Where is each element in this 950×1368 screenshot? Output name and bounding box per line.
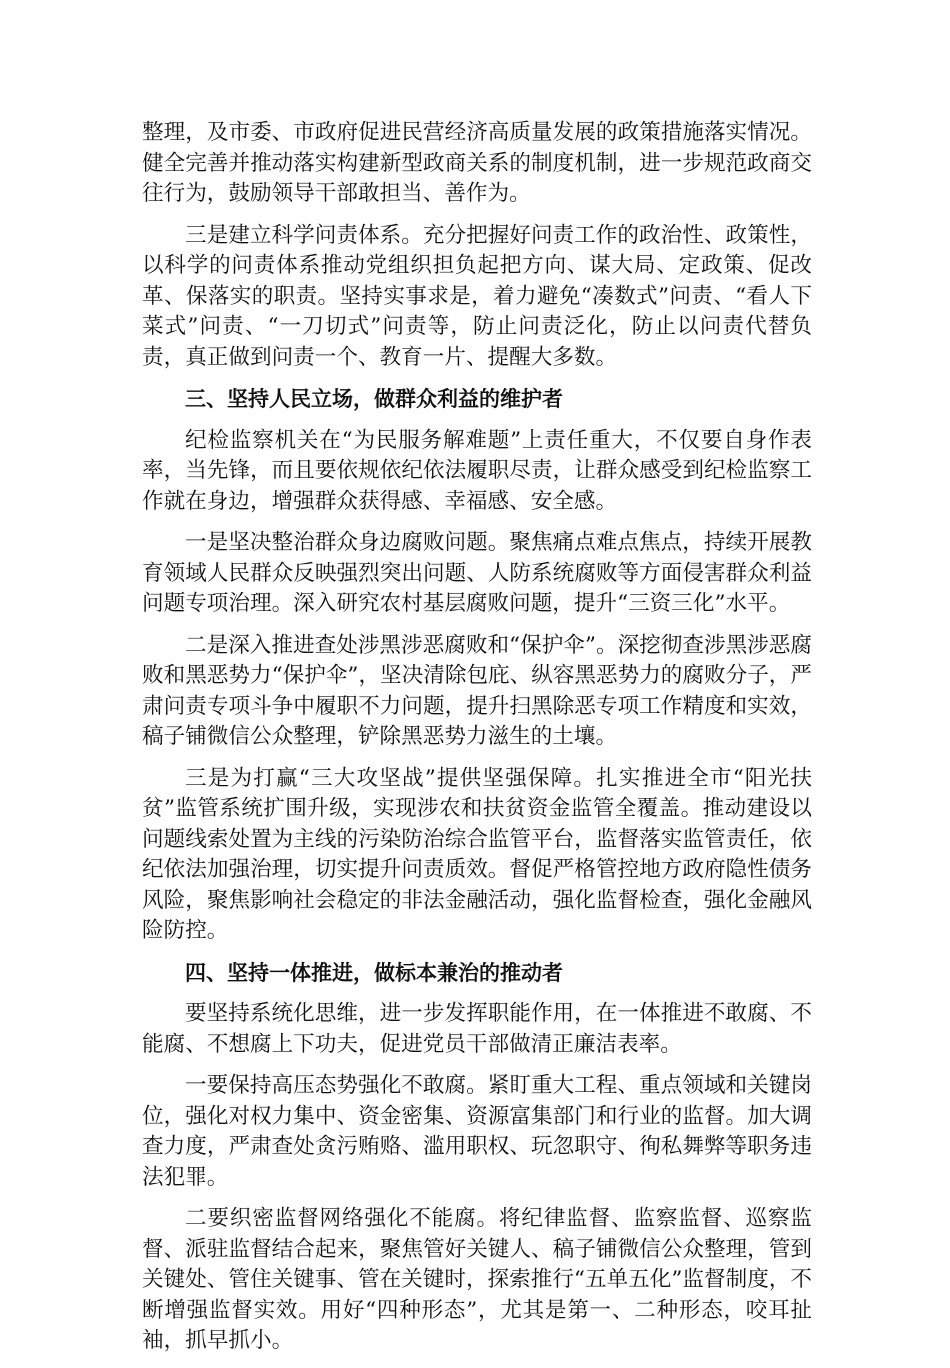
document-page — [142, 118, 812, 1368]
paragraph-three-battles: 三是为打赢“三大攻坚战”提供坚强保障。扎实推进全市“阳光扶贫”监管系统扩围升级，实现涉农和扶贫资金监管全覆盖。推动建设以问题线索处置为主线的污染防治综合监管平台，监督落实监管责任，依纪依法加强治理，切实提升问责质效。督促严格管控地方政府隐性债务风险，聚焦影响社会稳定的非法金融活动，强化监督检查，强化金融风险防控。 — [142, 765, 812, 943]
paragraph-systematic-thinking: 要坚持系统化思维，进一步发挥职能作用，在一体推进不敢腐、不能腐、不想腐上下功夫，促进党员干部做清正廉洁表率。 — [142, 1001, 812, 1057]
paragraph-continuation: 整理，及市委、市政府促进民营经济高质量发展的政策措施落实情况。健全完善并推动落实构建新型政商关系的制度机制，进一步规范政商交往行为，鼓励领导干部敢担当、善作为。 — [142, 120, 812, 206]
paragraph-dare-not-corrupt: 一要保持高压态势强化不敢腐。紧盯重大工程、重点领域和关键岗位，强化对权力集中、资金密集、资源富集部门和行业的监督。加大调查力度，严肃查处贪污贿赂、滥用职权、玩忽职守、徇私舞弊等职务违法犯罪。 — [142, 1073, 812, 1190]
paragraph-people-intro: 纪检监察机关在“为民服务解难题”上责任重大，不仅要自身作表率，当先锋，而且要依规依纪依法履职尽责，让群众感受到纪检监察工作就在身边，增强群众获得感、幸福感、安全感。 — [142, 427, 812, 514]
section-heading-people-stance: 三、坚持人民立场，做群众利益的维护者 — [185, 387, 563, 411]
paragraph-protective-umbrella: 二是深入推进查处涉黑涉恶腐败和“保护伞”。深挖彻查涉黑涉恶腐败和黑恶势力“保护伞”，坚决清除包庇、纵容黑恶势力的腐败分子，严肃问责专项斗争中履职不力问题，提升扫黑除恶专项工作精度和实效，稿子铺微信公众整理，铲除黑恶势力滋生的土壤。 — [142, 632, 812, 749]
paragraph-grassroots-corruption: 一是坚决整治群众身边腐败问题。聚焦痛点难点焦点，持续开展教育领域人民群众反映强烈突出问题、人防系统腐败等方面侵害群众利益问题专项治理。深入研究农村基层腐败问题，提升“三资三化”水平。 — [142, 530, 812, 616]
paragraph-accountability-system: 三是建立科学问责体系。充分把握好问责工作的政治性、政策性，以科学的问责体系推动党组织担负起把方向、谋大局、定政策、促改革、保落实的职责。坚持实事求是，着力避免“凑数式”问责、“看人下菜式”问责、“一刀切式”问责等，防止问责泛化，防止以问责代替负责，真正做到问责一个、教育一片、提醒大多数。 — [142, 222, 812, 370]
section-heading-integrated-promotion: 四、坚持一体推进，做标本兼治的推动者 — [185, 960, 563, 985]
paragraph-cannot-corrupt: 二要织密监督网络强化不能腐。将纪律监督、监察监督、巡察监督、派驻监督结合起来，聚焦管好关键人、稿子铺微信公众整理，管到关键处、管住关键事、管在关键时，探索推行“五单五化”监督制度，不断增强监督实效。用好“四种形态”，尤其是第一、二种形态，咬耳扯袖，抓早抓小。 — [142, 1206, 812, 1353]
